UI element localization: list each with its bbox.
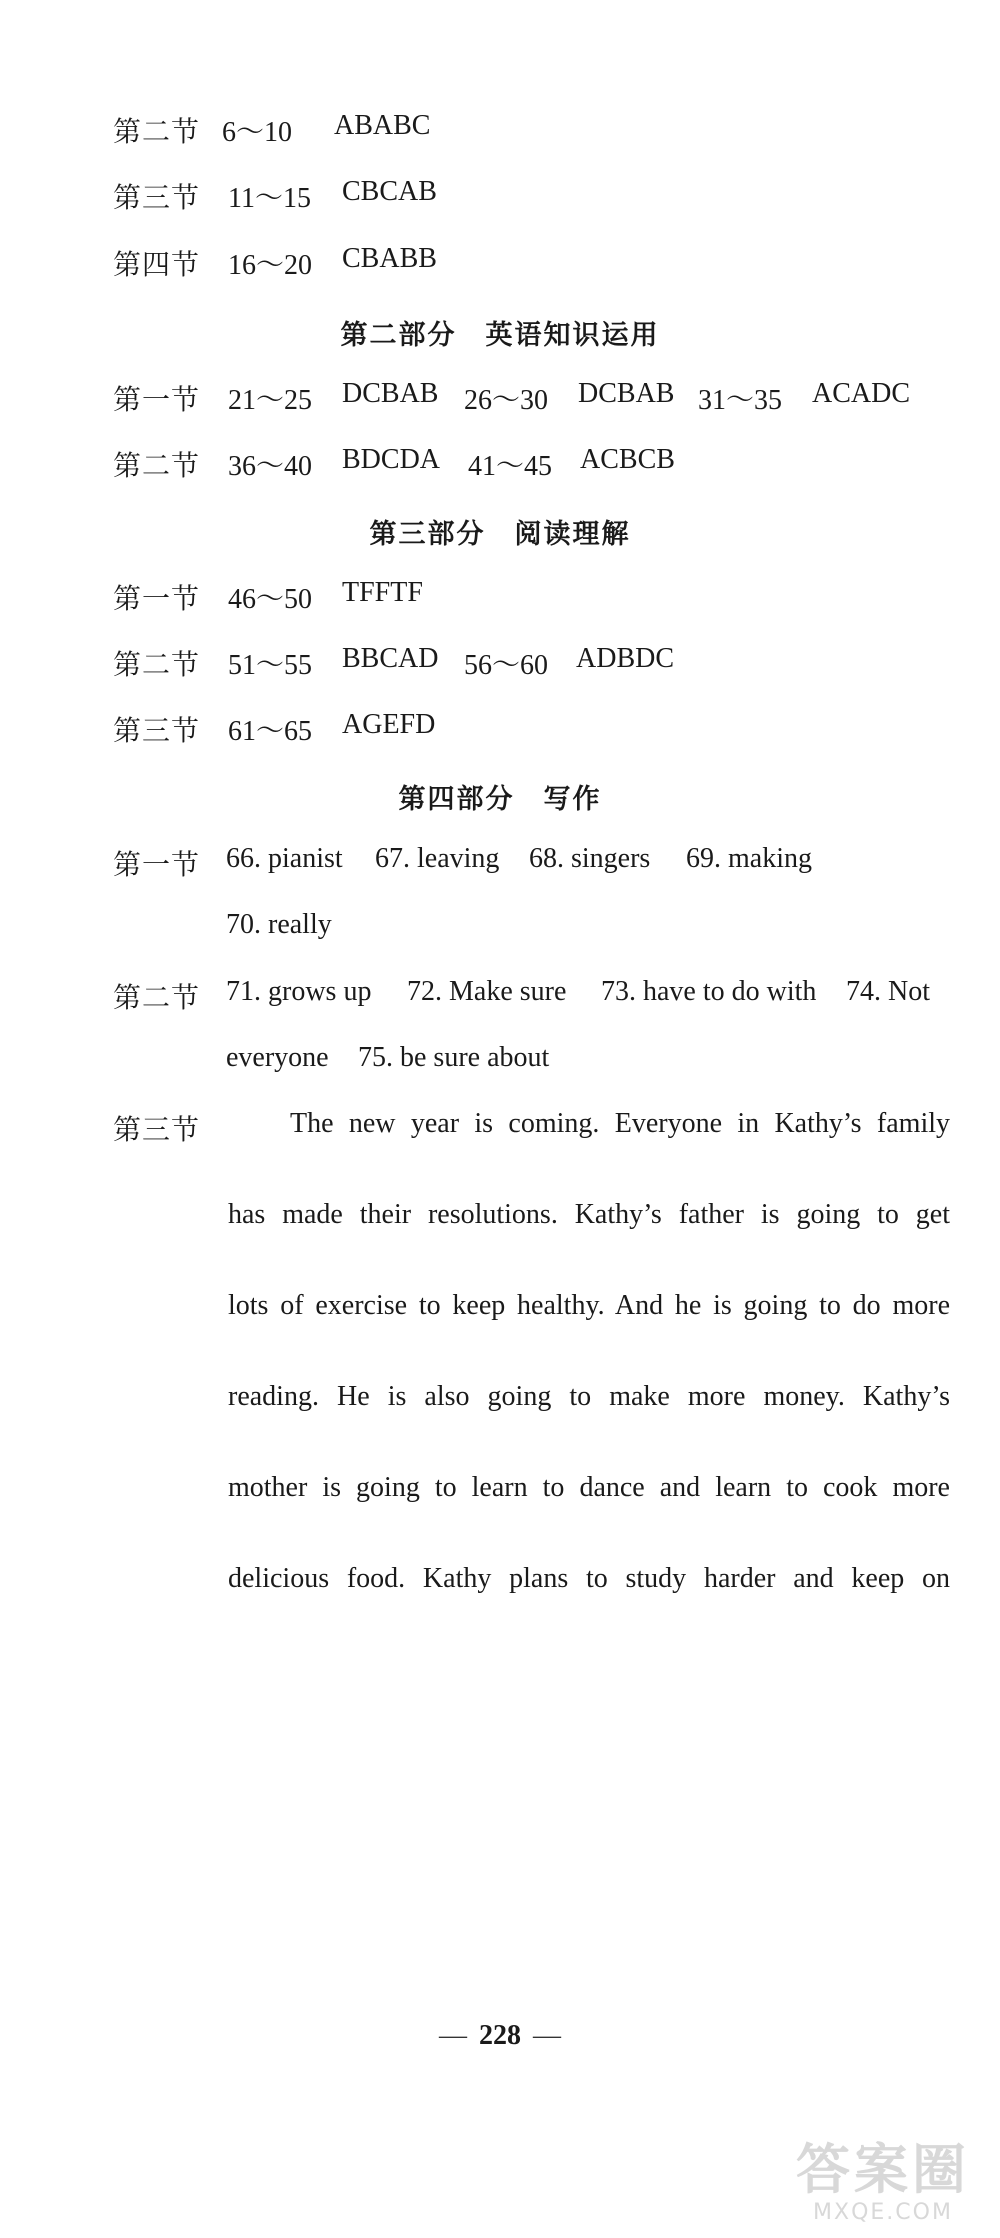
answer-row xyxy=(0,643,1000,703)
section-label: 第一节 xyxy=(113,848,201,881)
fill-answer: 67. leaving xyxy=(375,843,500,874)
essay-line: delicious food. Kathy plans to study harder and keep on xyxy=(228,1563,950,1594)
answer-string: BBCAD xyxy=(342,643,439,674)
essay-line: has made their resolutions. Kathy’s father is going to get xyxy=(228,1199,950,1230)
section-label: 第二节 xyxy=(113,449,201,482)
question-range: 51～55 xyxy=(228,650,313,681)
watermark xyxy=(796,2140,970,2226)
answer-string: AGEFD xyxy=(342,709,436,740)
answer-string: ABABC xyxy=(334,110,431,141)
section-label: 第一节 xyxy=(113,582,201,615)
section-label: 第三节 xyxy=(113,714,201,747)
page-number: 228 xyxy=(479,2020,521,2051)
essay-line: lots of exercise to keep healthy. And he is going to do more xyxy=(228,1290,950,1321)
answer-string: TFFTF xyxy=(342,577,423,608)
fill-answer: 74. Not xyxy=(846,976,930,1007)
question-range: 11～15 xyxy=(228,183,311,214)
question-range: 6～10 xyxy=(222,117,293,148)
fill-answer: 72. Make sure xyxy=(407,976,567,1007)
fill-answer: 68. singers xyxy=(529,843,651,874)
answer-string: CBABB xyxy=(342,243,437,274)
section-label: 第二节 xyxy=(113,981,201,1014)
footer-dash: — xyxy=(439,2020,467,2051)
essay-line: mother is going to learn to dance and learn to cook more xyxy=(228,1472,950,1503)
writing-section-2-cont xyxy=(0,1042,1000,1102)
answer-row xyxy=(0,444,1000,504)
answer-string: CBCAB xyxy=(342,176,437,207)
question-range: 36～40 xyxy=(228,451,313,482)
part-heading: 第三部分 阅读理解 xyxy=(369,519,631,550)
answer-row xyxy=(0,243,1000,303)
answer-row xyxy=(0,176,1000,236)
fill-answer: 69. making xyxy=(686,843,812,874)
question-range: 41～45 xyxy=(468,451,553,482)
section-label: 第三节 xyxy=(113,1113,201,1146)
answer-string: ACADC xyxy=(812,378,911,409)
fill-answer: 73. have to do with xyxy=(601,976,817,1007)
watermark-logo-text: 答案圈 xyxy=(796,2138,970,2201)
answer-row xyxy=(0,577,1000,637)
part-heading: 第四部分 写作 xyxy=(398,784,602,815)
question-range: 56～60 xyxy=(464,650,549,681)
answer-row xyxy=(0,378,1000,438)
essay-line: reading. He is also going to make more money. Kathy’s xyxy=(228,1381,950,1412)
fill-answer: 70. really xyxy=(226,909,332,940)
answer-string: DCBAB xyxy=(342,378,439,409)
essay-paragraph xyxy=(228,1108,950,1654)
section-label: 第四节 xyxy=(113,248,201,281)
writing-section-1-cont xyxy=(0,909,1000,969)
section-label: 第二节 xyxy=(113,115,201,148)
fill-answer: 71. grows up xyxy=(226,976,372,1007)
answer-string: BDCDA xyxy=(342,444,441,475)
fill-answer: everyone xyxy=(226,1042,329,1073)
section-label: 第一节 xyxy=(113,383,201,416)
answer-row xyxy=(0,709,1000,769)
question-range: 26～30 xyxy=(464,385,549,416)
essay-line: The new year is coming. Everyone in Kathy’s family xyxy=(290,1108,950,1139)
writing-section-2 xyxy=(0,976,1000,1036)
fill-answer: 75. be sure about xyxy=(358,1042,550,1073)
answer-string: ADBDC xyxy=(576,643,675,674)
question-range: 31～35 xyxy=(698,385,783,416)
question-range: 16～20 xyxy=(228,250,313,281)
writing-section-1 xyxy=(0,843,1000,903)
footer-dash: — xyxy=(533,2020,561,2051)
answer-row xyxy=(0,110,1000,170)
answer-string: ACBCB xyxy=(580,444,675,475)
watermark-url: MXQE.COM xyxy=(813,2200,953,2225)
page-footer xyxy=(0,2020,1000,2052)
question-range: 61～65 xyxy=(228,716,313,747)
question-range: 21～25 xyxy=(228,385,313,416)
section-label: 第二节 xyxy=(113,648,201,681)
part-heading: 第二部分 英语知识运用 xyxy=(340,320,660,351)
section-label: 第三节 xyxy=(113,181,201,214)
answer-string: DCBAB xyxy=(578,378,675,409)
fill-answer: 66. pianist xyxy=(226,843,343,874)
question-range: 46～50 xyxy=(228,584,313,615)
